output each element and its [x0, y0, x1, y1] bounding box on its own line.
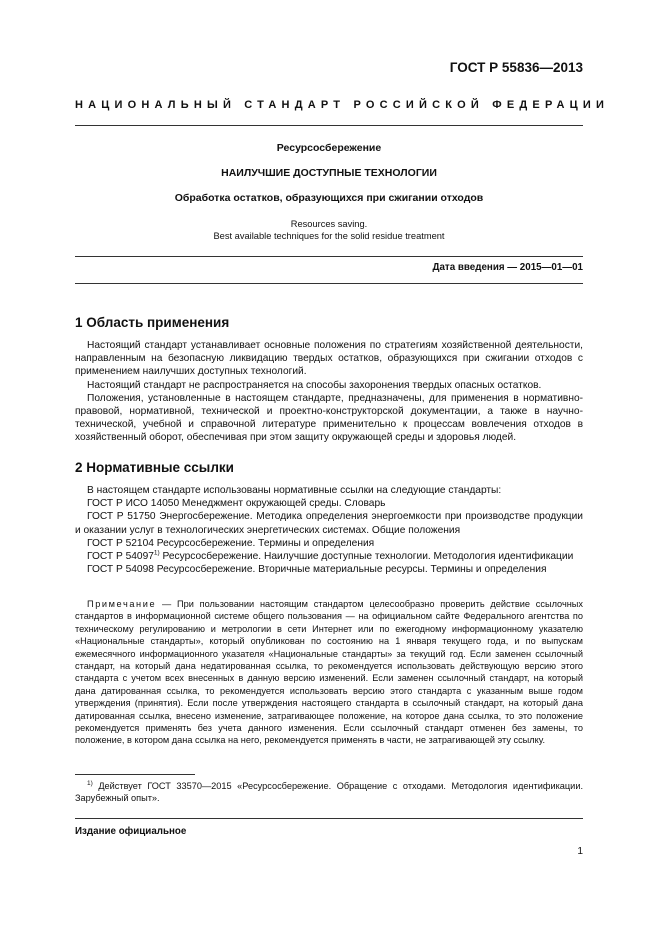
reference-title: Ресурсосбережение. Наилучшие доступные технологии. Методология идентификации — [159, 551, 574, 563]
section-2-body — [75, 484, 583, 576]
title-sub: Ресурсосбережение — [276, 142, 382, 154]
title-english-line2: Best available techniques for the solid residue treatment — [213, 231, 445, 241]
section-2-paragraph: В настоящем стандарте использованы нормативные ссылки на следующие стандарты: — [87, 485, 502, 496]
footnote-divider — [75, 774, 195, 775]
section-1-paragraph: Настоящий стандарт устанавливает основные положения по стратегиям хозяйственной деятельности, направленным на безопасную ликвидацию твердых остатков, образующихся при сжигании отходов с применением наилучших доступных технологий. — [75, 340, 583, 378]
date-divider — [75, 283, 583, 284]
page-number: 1 — [577, 846, 583, 857]
reference-item: ГОСТ Р 51750 Энергосбережение. Методика определения энергоемкости при производстве продукции и оказании услуг в технологических энергетических системах. Общие положения — [75, 511, 583, 536]
section-1-paragraph: Положения, установленные в настоящем стандарте, предназначены, для применения в нормативно-правовой, нормативной, технической и проектно-конструкторской документации, а также в научно-технической, учебной и справочной литературе применительно к процессам вовлечения отходов в хозяйственный оборот, обеспечивая при этом защиту окружающей среды и здоровья людей. — [75, 392, 583, 444]
footnote-text: Действует ГОСТ 33570—2015 «Ресурсосбережение. Обращение с отходами. Методология идентификации. Зарубежный опыт». — [75, 781, 583, 804]
header-divider — [75, 125, 583, 126]
reference-item: ГОСТ Р 52104 Ресурсосбережение. Термины и определения — [87, 537, 375, 549]
footer-divider — [75, 818, 583, 819]
national-standard-banner: НАЦИОНАЛЬНЫЙ СТАНДАРТ РОССИЙСКОЙ ФЕДЕРАЦИИ — [75, 99, 610, 111]
title-english-line1: Resources saving. — [290, 219, 368, 229]
section-2-heading: 2 Нормативные ссылки — [75, 460, 234, 475]
footnote-marker[interactable]: 1) — [153, 549, 160, 557]
note-label: Примечание — [87, 599, 157, 609]
note-block — [75, 598, 583, 747]
reference-item — [75, 550, 583, 563]
reference-code: ГОСТ Р 54097 — [87, 551, 154, 563]
footnote-number: 1) — [87, 779, 93, 787]
section-1-paragraph: Настоящий стандарт не распространяется на способы захоронения твердых опасных остатков. — [87, 379, 542, 391]
edition-label: Издание официальное — [75, 826, 187, 837]
reference-item: ГОСТ Р 54098 Ресурсосбережение. Вторичные материальные ресурсы. Термины и определения — [87, 564, 547, 576]
introduction-date: Дата введения — 2015—01—01 — [432, 262, 583, 273]
title-english — [75, 218, 583, 242]
section-1-body — [75, 339, 583, 445]
document-code: ГОСТ Р 55836—2013 — [449, 60, 583, 75]
note-text: — При пользовании настоящим стандартом целесообразно проверить действие ссылочных стандартов в информационной системе общего пользования — на официальном сайте Федерального агентства по техническому регулированию и метрологии в сети Интернет или по ежегодному информационному указателю «Национальные стандарты», который опубликован по состоянию на 1 января текущего года, и по выпускам ежемесячного информационного указателя «Национальные стандарты» за текущий год. Если заменен ссылочный стандарт, на который дана недатированная ссылка, то рекомендуется использовать действующую версию этого стандарта с учетом всех внесенных в данную версию изменений. Если заменен ссылочный стандарт, на который дана датированная ссылка, то рекомендуется использовать версию этого стандарта с указанным выше годом утверждения (принятия). Если после утверждения настоящего стандарта в ссылочный стандарт, на который дана датированная ссылка, внесено изменение, затрагивающее положение, на которое дана ссылка, то это положение рекомендуется применять без учета данного изменения. Если ссылочный стандарт отменен без замены, то положение, в котором дана ссылка на него, рекомендуется применять в части, не затрагивающей эту ссылку. — [75, 599, 583, 746]
reference-item: ГОСТ Р ИСО 14050 Менеджмент окружающей среды. Словарь — [87, 498, 386, 510]
footnote — [75, 780, 583, 805]
section-1-heading: 1 Область применения — [75, 315, 230, 330]
title-divider — [75, 256, 583, 257]
title-main: НАИЛУЧШИЕ ДОСТУПНЫЕ ТЕХНОЛОГИИ — [221, 167, 437, 179]
title-topic: Обработка остатков, образующихся при сжигании отходов — [174, 192, 484, 204]
